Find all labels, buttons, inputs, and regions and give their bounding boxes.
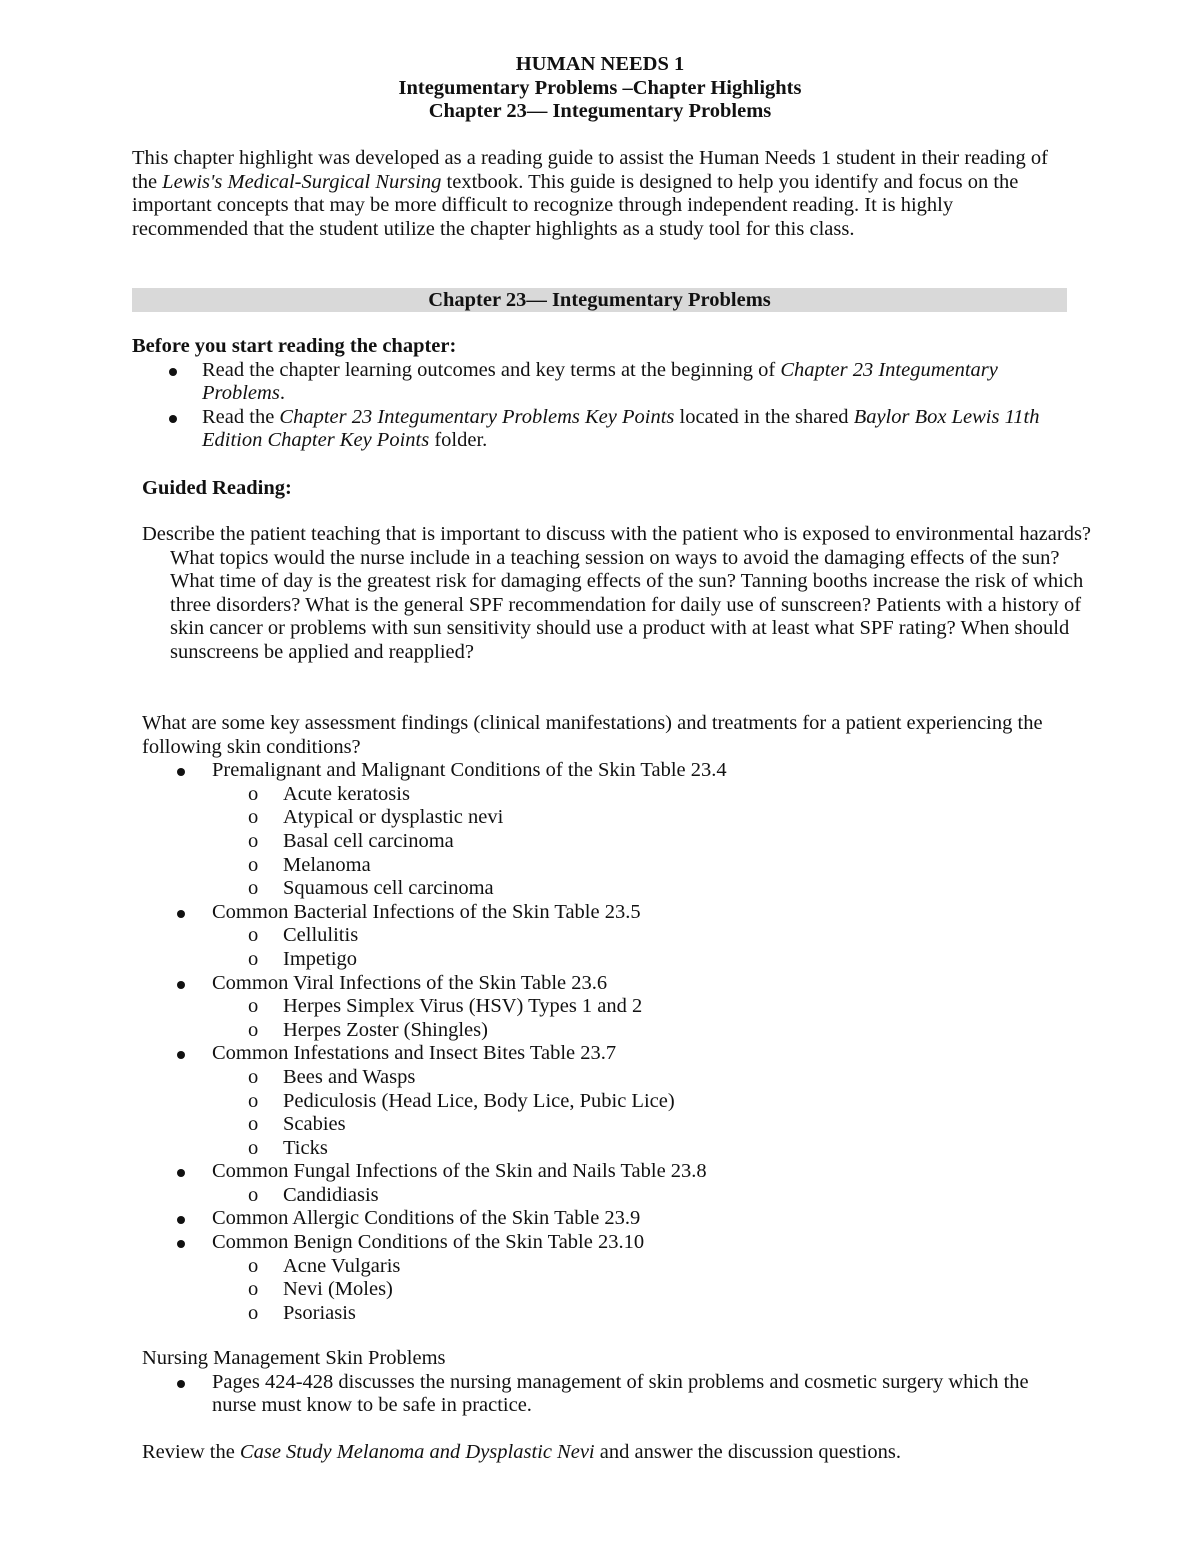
- condition-item: Common Benign Conditions of the Skin Table 23.10: [142, 1231, 1077, 1255]
- sub-bullet-icon: o: [248, 1301, 259, 1324]
- sub-bullet-icon: o: [248, 1278, 259, 1301]
- condition-subitem: o Acute keratosis: [248, 782, 410, 805]
- before-reading-heading: Before you start reading the chapter:: [132, 335, 457, 357]
- bullet-icon: [169, 415, 177, 423]
- condition-subitem: o Basal cell carcinoma: [248, 829, 454, 852]
- condition-subitem: o Pediculosis (Head Lice, Body Lice, Pubic Lice): [248, 1089, 675, 1112]
- condition-subitem: o Bees and Wasps: [248, 1065, 416, 1088]
- bullet-icon: [177, 768, 185, 776]
- document-header: [0, 53, 1200, 124]
- conditions-list: [142, 759, 1077, 1325]
- condition-subitem: o Melanoma: [248, 853, 371, 876]
- condition-subitem: o Herpes Zoster (Shingles): [248, 1018, 488, 1041]
- question-sun-teaching: Describe the patient teaching that is important to discuss with the patient who is exposed to environmental hazards? What topics would the nurse include in a teaching session on ways to avoid the damaging effects of the sun? What time of day is the greatest risk for damaging effects of the sun? Tanning booths increase the risk of which three disorders? What is the general SPF recommendation for daily use of sunscreen? Patients with a history of skin cancer or problems with sun sensitivity should use a product with at least what SPF rating? When should sunscreens be applied and reapplied?: [142, 523, 1092, 663]
- sub-bullet-icon: o: [248, 1018, 259, 1041]
- sub-bullet-icon: o: [248, 1183, 259, 1206]
- sub-bullet-icon: o: [248, 1136, 259, 1159]
- sub-bullet-icon: o: [248, 1254, 259, 1277]
- condition-item: Common Fungal Infections of the Skin and Nails Table 23.8: [142, 1160, 1077, 1184]
- condition-subitem: o Candidiasis: [248, 1183, 379, 1206]
- intro-text-2: textbook. This guide is designed to help you identify and focus on the important concepts that may be more difficult to recognize through independent reading. It is highly recommended that the student utilize the chapter highlights as a study tool for this class.: [132, 170, 1019, 240]
- condition-subitem: o Squamous cell carcinoma: [248, 877, 494, 900]
- sub-bullet-icon: o: [248, 924, 259, 947]
- nursing-management-section: [142, 1347, 1077, 1418]
- case-study-title: Case Study Melanoma and Dysplastic Nevi: [239, 1441, 595, 1463]
- bullet-icon: [177, 1169, 185, 1177]
- bullet-icon: [177, 910, 185, 918]
- nursing-management-heading: Nursing Management Skin Problems: [142, 1347, 446, 1369]
- case-study-instruction: Review the Case Study Melanoma and Dysplastic Nevi and answer the discussion questions.: [142, 1441, 901, 1463]
- condition-subitem: o Scabies: [248, 1113, 346, 1136]
- condition-item: Premalignant and Malignant Conditions of the Skin Table 23.4: [142, 759, 1077, 783]
- condition-subitem: o Ticks: [248, 1136, 328, 1159]
- sub-bullet-icon: o: [248, 947, 259, 970]
- condition-subitem: o Herpes Simplex Virus (HSV) Types 1 and 2: [248, 995, 643, 1018]
- intro-text-1: This chapter highlight was developed as a reading guide to assist the Human Needs 1 student in their reading of the: [132, 147, 1049, 193]
- sub-bullet-icon: o: [248, 806, 259, 829]
- condition-item: Common Allergic Conditions of the Skin Table 23.9: [142, 1207, 1077, 1231]
- bullet-icon: [177, 1051, 185, 1059]
- document-subtitle: Integumentary Problems –Chapter Highlights: [398, 76, 802, 99]
- sub-bullet-icon: o: [248, 995, 259, 1018]
- conditions-section: [142, 712, 1077, 1325]
- condition-subitem: o Cellulitis: [248, 924, 359, 947]
- bullet-icon: [177, 981, 185, 989]
- bullet-icon: [177, 1380, 185, 1388]
- condition-subitem: o Atypical or dysplastic nevi: [248, 806, 504, 829]
- before-item-1: Read the chapter learning outcomes and key terms at the beginning of Chapter 23 Integumentary Problems.: [132, 359, 1072, 406]
- condition-subitem: o Acne Vulgaris: [248, 1254, 401, 1277]
- course-title: HUMAN NEEDS 1: [515, 53, 685, 75]
- bullet-icon: [177, 1240, 185, 1248]
- sub-bullet-icon: o: [248, 1065, 259, 1088]
- condition-subitem: o Impetigo: [248, 947, 358, 970]
- nursing-management-item: Pages 424-428 discusses the nursing management of skin problems and cosmetic surgery which the nurse must know to be safe in practice.: [142, 1371, 1077, 1418]
- condition-subitem: o Nevi (Moles): [248, 1278, 393, 1301]
- section-heading-bar: Chapter 23— Integumentary Problems: [132, 288, 1067, 312]
- sub-bullet-icon: o: [248, 853, 259, 876]
- chapter-title: Chapter 23— Integumentary Problems: [428, 100, 772, 123]
- sub-bullet-icon: o: [248, 877, 259, 900]
- sub-bullet-icon: o: [248, 1113, 259, 1136]
- bullet-icon: [177, 1216, 185, 1224]
- condition-item: Common Bacterial Infections of the Skin Table 23.5: [142, 901, 1077, 925]
- condition-item: Common Viral Infections of the Skin Table 23.6: [142, 972, 1077, 996]
- intro-paragraph: [132, 147, 1072, 241]
- sub-bullet-icon: o: [248, 782, 259, 805]
- sub-bullet-icon: o: [248, 1089, 259, 1112]
- before-reading-section: [132, 335, 1072, 453]
- condition-subitem: o Psoriasis: [248, 1301, 356, 1324]
- before-item-2: Read the Chapter 23 Integumentary Problems Key Points located in the shared Baylor Box Lewis 11th Edition Chapter Key Points folder.: [132, 406, 1072, 453]
- bullet-icon: [169, 368, 177, 376]
- guided-reading-heading: Guided Reading:: [142, 477, 292, 499]
- question-skin-conditions: What are some key assessment findings (clinical manifestations) and treatments for a patient experiencing the following skin conditions?: [142, 712, 1043, 758]
- sub-bullet-icon: o: [248, 829, 259, 852]
- condition-item: Common Infestations and Insect Bites Table 23.7: [142, 1042, 1077, 1066]
- textbook-title: Lewis's Medical-Surgical Nursing: [162, 170, 442, 193]
